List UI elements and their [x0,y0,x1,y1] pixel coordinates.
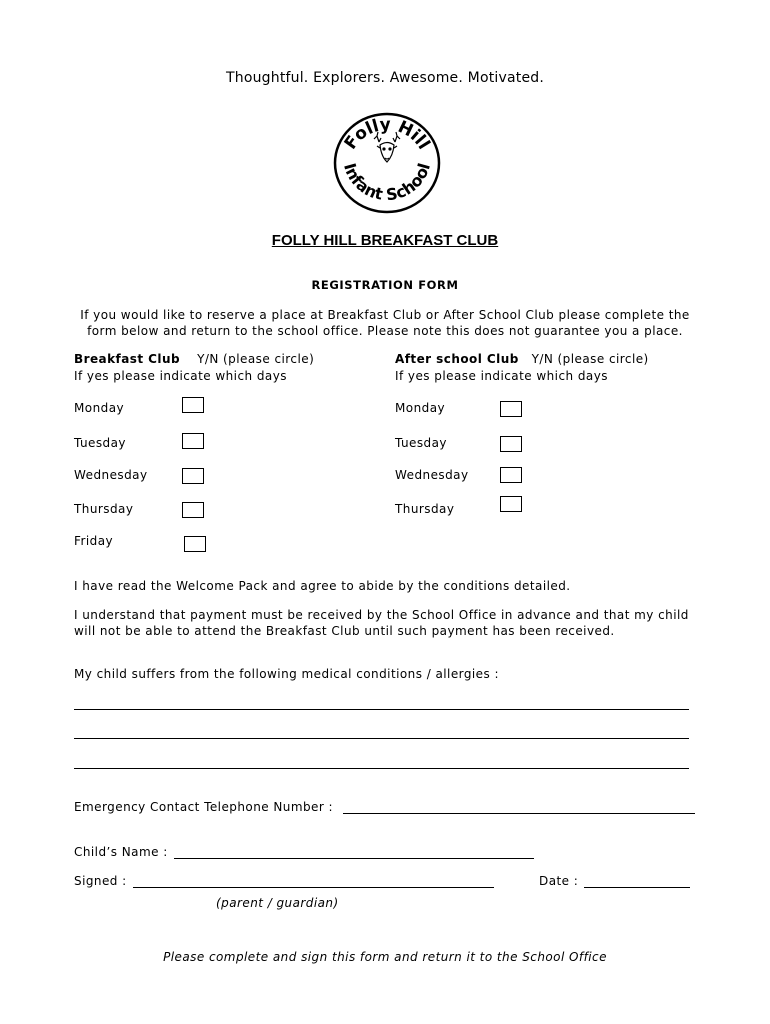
breakfast-club-heading: Breakfast Club [74,352,181,366]
logo-bottom-text: Infant School [340,161,434,205]
breakfast-friday-checkbox[interactable] [184,536,206,552]
after-school-instruction: If yes please indicate which days [395,369,608,383]
logo-top-text: Folly Hill [340,114,434,154]
medical-line-2[interactable] [74,738,689,739]
breakfast-tuesday-checkbox[interactable] [182,433,204,449]
after-school-wednesday-checkbox[interactable] [500,467,522,483]
medical-conditions-label: My child suffers from the following medical conditions / allergies : [74,667,499,681]
after-school-header [395,352,649,366]
after-school-tuesday-checkbox[interactable] [500,436,522,452]
welcome-pack-statement: I have read the Welcome Pack and agree to abide by the conditions detailed. [74,579,571,593]
payment-statement-line1: I understand that payment must be received by the School Office in advance and that my child [74,608,689,622]
medical-line-1[interactable] [74,709,689,710]
child-name-field[interactable] [174,858,534,859]
after-school-day-tuesday: Tuesday [395,436,447,450]
breakfast-day-thursday: Thursday [74,502,134,516]
after-school-day-monday: Monday [395,401,446,415]
intro-paragraph: If you would like to reserve a place at Breakfast Club or After School Club please complete the form below and return to the school office. Please note this does not guarantee you a place. [80,308,690,338]
after-school-thursday-checkbox[interactable] [500,496,522,512]
breakfast-wednesday-checkbox[interactable] [182,468,204,484]
breakfast-instruction: If yes please indicate which days [74,369,287,383]
signed-label: Signed : [74,874,127,888]
emergency-contact-label: Emergency Contact Telephone Number : [74,800,334,814]
breakfast-day-wednesday: Wednesday [74,468,148,482]
breakfast-day-friday: Friday [74,534,114,548]
footer-instruction: Please complete and sign this form and return it to the School Office [163,950,607,964]
date-label: Date : [539,874,579,888]
after-school-monday-checkbox[interactable] [500,401,522,417]
after-school-day-wednesday: Wednesday [395,468,469,482]
child-name-label: Child’s Name : [74,845,168,859]
after-school-yn-label[interactable]: Y/N (please circle) [531,352,649,366]
breakfast-yn-label[interactable]: Y/N (please circle) [197,352,315,366]
school-logo [333,112,441,214]
breakfast-thursday-checkbox[interactable] [182,502,204,518]
date-field[interactable] [584,887,690,888]
school-motto: Thoughtful. Explorers. Awesome. Motivated. [226,70,544,86]
emergency-contact-field[interactable] [343,813,695,814]
payment-statement-line2: will not be able to attend the Breakfast Club until such payment has been received. [74,624,615,638]
signature-field[interactable] [133,887,494,888]
parent-guardian-note: (parent / guardian) [216,896,339,910]
after-school-heading: After school Club [395,352,519,366]
form-subtitle: REGISTRATION FORM [311,278,459,292]
breakfast-day-tuesday: Tuesday [74,436,126,450]
form-title: FOLLY HILL BREAKFAST CLUB [271,232,499,249]
breakfast-club-header [74,352,314,366]
breakfast-day-monday: Monday [74,401,125,415]
after-school-day-thursday: Thursday [395,502,455,516]
breakfast-monday-checkbox[interactable] [182,397,204,413]
medical-line-3[interactable] [74,768,689,769]
